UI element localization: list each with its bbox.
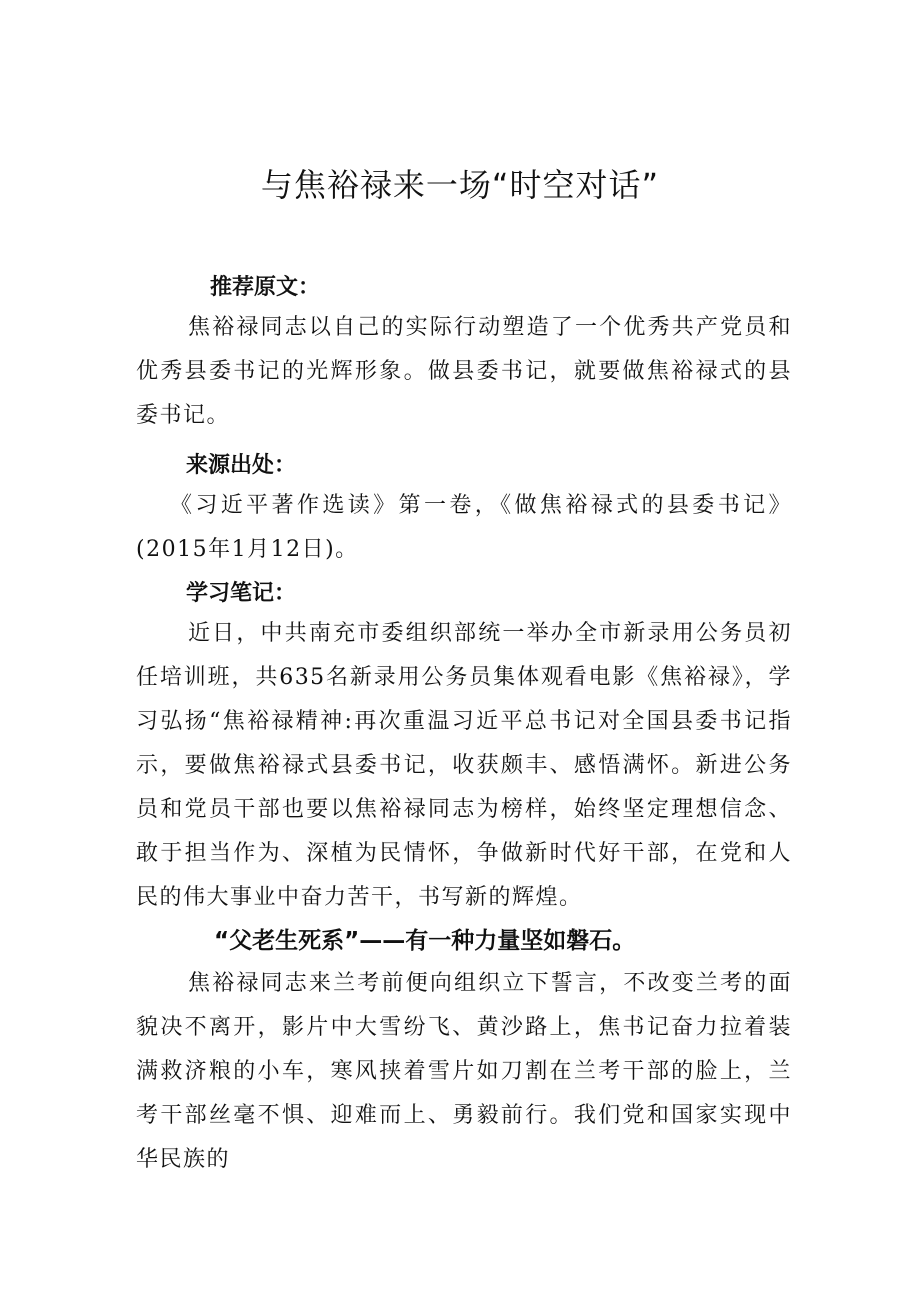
notes-text: 近日，中共南充市委组织部统一举办全市新录用公务员初任培训班，共635名新录用公务员集体观看电影《焦裕禄》，学习弘扬“焦裕禄精神:再次重温习近平总书记对全国县委书记指示，要做焦裕禄式县委书记，收获颇丰、感悟满怀。新进公务员和党员干部也要以焦裕禄同志为榜样，始终坚定理想信念、敢于担当作为、深植为民情怀，争做新时代好干部，在党和人民的伟大事业中奋力苦干，书写新的辉煌。: [136, 621, 792, 910]
recommended-heading: 推荐原文：: [210, 275, 321, 300]
source-heading: 来源出处：: [186, 453, 297, 478]
subsection-text: 焦裕禄同志来兰考前便向组织立下誓言，不改变兰考的面貌决不离开，影片中大雪纷飞、黄沙路上，焦书记奋力拉着装满救济粮的小车，寒风挟着雪片如刀割在兰考干部的脸上，兰考干部丝毫不惧、迎难而上、勇毅前行。我们党和国家实现中华民族的: [136, 971, 792, 1172]
source-text: 《习近平著作选读》第一卷，《做焦裕禄式的县委书记》(2015年1月12日)。: [136, 493, 792, 562]
notes-heading: 学习笔记：: [186, 581, 297, 606]
recommended-text: 焦裕禄同志以自己的实际行动塑造了一个优秀共产党员和优秀县委书记的光辉形象。做县委书记，就要做焦裕禄式的县委书记。: [136, 315, 792, 428]
document-title: 与焦裕禄来一场“时空对话”: [260, 166, 660, 204]
subsection-heading: “父老生死系”——有一种力量坚如磐石。: [214, 928, 636, 954]
